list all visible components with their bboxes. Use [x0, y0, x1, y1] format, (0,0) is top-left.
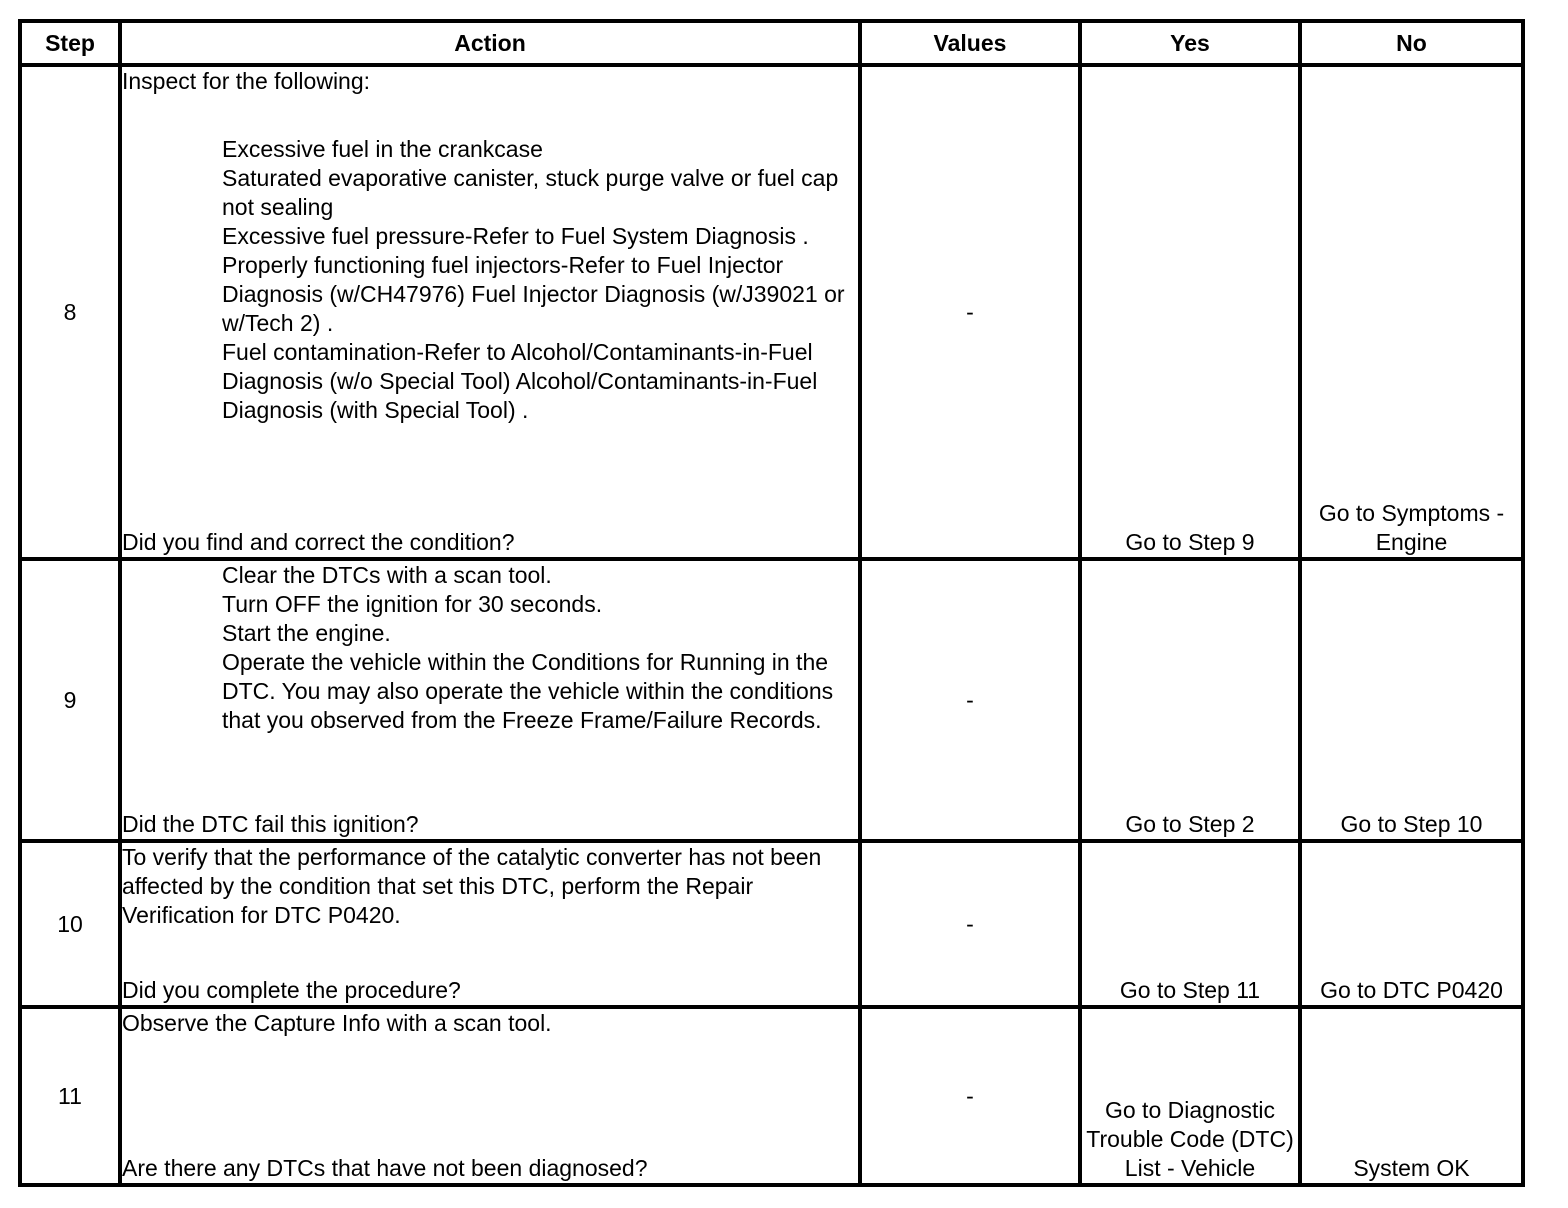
action-question: Are there any DTCs that have not been diagnosed?: [122, 1155, 648, 1181]
step-number: 11: [20, 1007, 120, 1185]
yes-cell: Go to Step 2: [1080, 559, 1300, 841]
action-cell: [120, 1007, 860, 1185]
header-action: Action: [120, 21, 860, 65]
header-values: Values: [860, 21, 1080, 65]
values-cell: -: [860, 1007, 1080, 1185]
action-intro: Inspect for the following:: [122, 68, 371, 94]
no-cell: Go to DTC P0420: [1300, 841, 1523, 1007]
action-question: Did you complete the procedure?: [122, 977, 461, 1003]
action-cell: [120, 841, 860, 1007]
action-item: Operate the vehicle within the Conditions for Running in the DTC. You may also operate the vehicle within the conditions that you observed from the Freeze Frame/Failure Records.: [222, 649, 834, 733]
header-row: [20, 21, 1523, 65]
step-number: 9: [20, 559, 120, 841]
no-cell: System OK: [1300, 1007, 1523, 1185]
step-number: 10: [20, 841, 120, 1007]
action-intro: To verify that the performance of the catalytic converter has not been affected by the condition that set this DTC, perform the Repair Verification for DTC P0420.: [122, 844, 822, 928]
diagnostic-table: [18, 19, 1525, 1187]
action-item: Saturated evaporative canister, stuck purge valve or fuel cap not sealing: [222, 165, 839, 220]
action-question: Did the DTC fail this ignition?: [122, 811, 419, 837]
header-step: Step: [20, 21, 120, 65]
step-number: 8: [20, 65, 120, 559]
action-items: [122, 135, 858, 425]
table-row-step-11: [20, 1007, 1523, 1185]
no-cell: Go to Step 10: [1300, 559, 1523, 841]
action-item: Properly functioning fuel injectors-Refer to Fuel Injector Diagnosis (w/CH47976) Fuel Injector Diagnosis (w/J39021 or w/Tech 2) .: [222, 252, 845, 336]
action-item: Clear the DTCs with a scan tool.: [222, 562, 552, 588]
table-row-step-9: [20, 559, 1523, 841]
action-item: Excessive fuel pressure-Refer to Fuel System Diagnosis .: [222, 223, 809, 249]
no-cell: Go to Symptoms - Engine: [1300, 65, 1523, 559]
values-cell: -: [860, 65, 1080, 559]
yes-cell: Go to Step 9: [1080, 65, 1300, 559]
action-cell: [120, 559, 860, 841]
header-no: No: [1300, 21, 1523, 65]
values-cell: -: [860, 559, 1080, 841]
action-intro: Observe the Capture Info with a scan tool.: [122, 1010, 552, 1036]
action-item: Start the engine.: [222, 620, 391, 646]
action-question: Did you find and correct the condition?: [122, 529, 515, 555]
table-row-step-8: [20, 65, 1523, 559]
yes-cell: Go to Diagnostic Trouble Code (DTC) List - Vehicle: [1080, 1007, 1300, 1185]
action-items: [122, 561, 858, 735]
action-item: Fuel contamination-Refer to Alcohol/Contaminants-in-Fuel Diagnosis (w/o Special Tool) Alcohol/Contaminants-in-Fuel Diagnosis (with Special Tool) .: [222, 339, 818, 423]
yes-cell: Go to Step 11: [1080, 841, 1300, 1007]
values-cell: -: [860, 841, 1080, 1007]
action-item: Turn OFF the ignition for 30 seconds.: [222, 591, 603, 617]
action-item: Excessive fuel in the crankcase: [222, 136, 543, 162]
action-cell: [120, 65, 860, 559]
header-yes: Yes: [1080, 21, 1300, 65]
table-row-step-10: [20, 841, 1523, 1007]
